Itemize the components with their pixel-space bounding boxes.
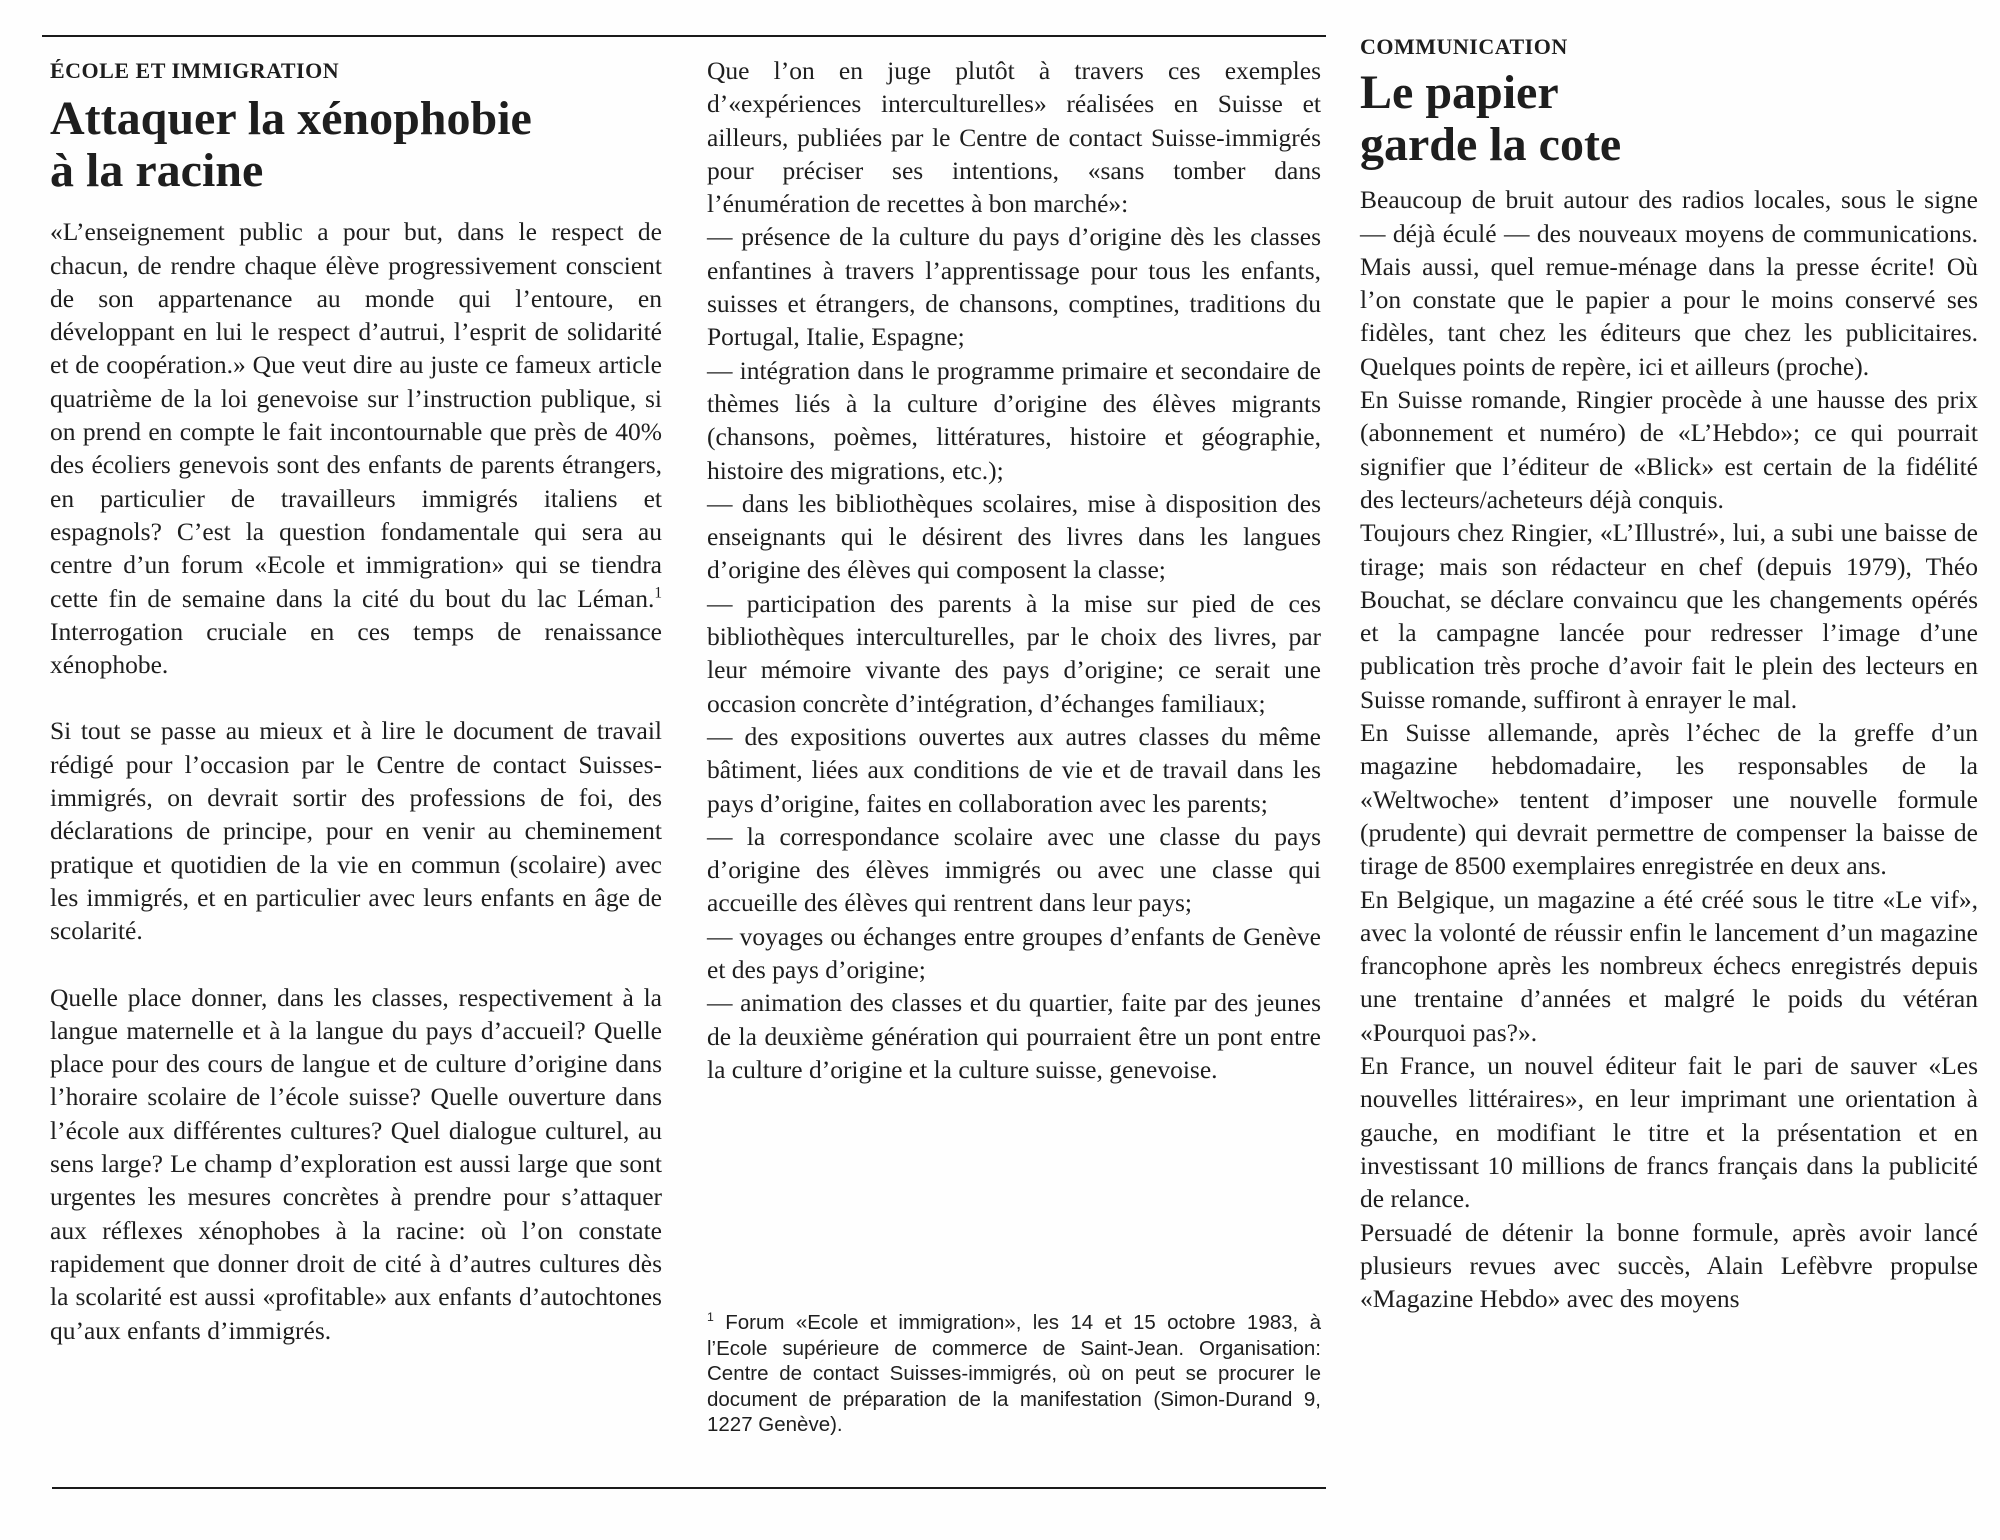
footnote-text: Forum «Ecole et immigration», les 14 et 15 octobre 1983, à l’Ecole supérieure de commerce de Saint-Jean. Organisation: Centre de contact Suisses-immigrés, où on peut se procurer le document de préparation de la manifestation (Simon-Durand 9, 1227 Genève). — [707, 1311, 1321, 1437]
footnote-mark: 1 — [707, 1310, 714, 1325]
list-item: — la correspondance scolaire avec une classe du pays d’origine des élèves immigrés ou avec une classe qui accueille des élèves qui rentrent dans leur pays; — [707, 821, 1321, 918]
right-article — [1360, 30, 1978, 1315]
right-paragraph: En Suisse allemande, après l’échec de la greffe d’un magazine hebdomadaire, les responsables de la «Weltwoche» tentent d’imposer une nouvelle formule (prudente) qui devrait permettre de compenser la baisse de tirage de 8500 exemplaires enregistrée en deux ans. — [1360, 718, 1978, 881]
right-headline-line2: garde la cote — [1360, 118, 1622, 172]
left-paragraph-1 — [50, 215, 662, 681]
list-item: — voyages ou échanges entre groupes d’enfants de Genève et des pays d’origine; — [707, 921, 1321, 985]
right-paragraph: En France, un nouvel éditeur fait le pari de sauver «Les nouvelles littéraires», en leur imprimant une orientation à gauche, en modifiant le titre et la présentation et en investissant 10 millions de francs français dans la publicité de relance. — [1360, 1051, 1978, 1214]
list-item: — participation des parents à la mise sur pied de ces bibliothèques interculturelles, par le choix des livres, par leur mémoire vivante des pays d’origine; ce serait une occasion concrète d’intégration, d’échanges familiaux; — [707, 588, 1321, 718]
right-kicker: COMMUNICATION — [1360, 34, 1568, 59]
right-paragraph: Persuadé de détenir la bonne formule, après avoir lancé plusieurs revues avec succès, Alain Lefèbvre propulse «Magazine Hebdo» avec des moyens — [1360, 1217, 1978, 1314]
list-item: — présence de la culture du pays d’origine dès les classes enfantines à travers l’apprentissage pour tous les enfants, suisses et étrangers, de chansons, comptines, traditions du Portugal, Italie, Espagne; — [707, 222, 1321, 352]
footnote — [707, 1310, 1321, 1438]
left-headline-line1: Attaquer la xénophobie — [50, 92, 532, 146]
right-paragraph: Beaucoup de bruit autour des radios locales, sous le signe — déjà éculé — des nouveaux moyens de communications. Mais aussi, quel remue-ménage dans la presse écrite! Où l’on constate que le papier a pour le moins conservé ses fidèles, tant chez les éditeurs que chez les publicitaires. Quelques points de repère, ici et ailleurs (proche). — [1360, 185, 1978, 381]
middle-intro: Que l’on en juge plutôt à travers ces exemples d’«expériences interculturelles» réalisées en Suisse et ailleurs, publiées par le Centre de contact Suisse-immigrés pour préciser ses intentions, «sans tomber dans l’énumération de recettes à bon marché»: — [707, 56, 1321, 219]
left-paragraph-1-text: «L’enseignement public a pour but, dans le respect de chacun, de rendre chaque élève progressivement conscient de son appartenance au monde qui l’entoure, en développant en lui le respect d’autrui, l’esprit de solidarité et de coopération.» Que veut dire au juste ce fameux article quatrième de la loi genevoise sur l’instruction publique, si on prend en compte le fait incontournable que près de 40% des écoliers genevois sont des enfants de parents étrangers, en particulier de travailleurs immigrés italiens et espagnols? C’est la question fondamentale qui sera au centre d’un forum «Ecole et immigration» qui se tiendra cette fin de semaine dans la cité du bout du lac Léman. — [50, 217, 662, 613]
list-item: — des expositions ouvertes aux autres classes du même bâtiment, liées aux conditions de vie et de travail dans les pays d’origine, faites en collaboration avec les parents; — [707, 721, 1321, 818]
bottom-rule — [52, 1487, 1326, 1489]
right-paragraph: En Belgique, un magazine a été créé sous le titre «Le vif», avec la volonté de réussir enfin le lancement d’un magazine francophone après les nombreux échecs enregistrés depuis une trentaine d’années et malgré le poids du vétéran «Pourquoi pas?». — [1360, 884, 1978, 1047]
list-item: — animation des classes et du quartier, faite par des jeunes de la deuxième génération qui pourraient être un pont entre la culture d’origine et la culture suisse, genevoise. — [707, 988, 1321, 1084]
footnote-ref: 1 — [654, 584, 662, 602]
left-headline-line2: à la racine — [50, 144, 264, 198]
right-headline-line1: Le papier — [1360, 66, 1559, 120]
left-paragraph-3: Quelle place donner, dans les classes, respectivement à la langue maternelle et à la langue du pays d’accueil? Quelle place pour des cours de langue et de culture d’origine dans l’horaire scolaire de l’école suisse? Quelle ouverture dans l’école aux différentes cultures? Quel dialogue culturel, au sens large? Le champ d’exploration est aussi large que sont urgentes les mesures concrètes à prendre pour s’attaquer aux réflexes xénophobes à la racine: où l’on constate rapidement que donner droit de cité à d’autres cultures dès la scolarité est aussi «profitable» aux enfants d’autochtones qu’aux enfants d’immigrés. — [50, 982, 662, 1345]
middle-column — [707, 54, 1321, 1086]
right-paragraph: Toujours chez Ringier, «L’Illustré», lui, a subi une baisse de tirage; mais son rédacteur en chef (depuis 1979), Théo Bouchat, se déclare convaincu que les changements opérés et la campagne lancée pour redresser l’image d’une publication très proche d’avoir fait le plein des lecteurs en Suisse romande, suffiront à enrayer le mal. — [1360, 518, 1978, 714]
left-paragraph-2: Si tout se passe au mieux et à lire le document de travail rédigé pour l’occasion par le Centre de contact Suisses-immigrés, on devrait sortir des professions de foi, des déclarations de principe, pour en venir au cheminement pratique et quotidien de la vie en commun (scolaire) avec les immigrés, et en particulier avec leurs enfants en âge de scolarité. — [50, 716, 662, 946]
left-article — [50, 54, 662, 1347]
top-rule — [42, 35, 1326, 37]
right-paragraph: En Suisse romande, Ringier procède à une hausse des prix (abonnement et numéro) de «L’Hebdo»; ce qui pourrait signifier que l’éditeur de «Blick» est certain de la fidélité des lecteurs/acheteurs déjà conquis. — [1360, 385, 1978, 514]
list-item: — dans les bibliothèques scolaires, mise à disposition des enseignants qui le désirent des livres dans les langues d’origine des élèves qui composent la classe; — [707, 488, 1321, 585]
left-kicker: ÉCOLE ET IMMIGRATION — [50, 58, 340, 83]
left-paragraph-1-tail: Interrogation cruciale en ces temps de renaissance xénophobe. — [50, 616, 662, 680]
list-item: — intégration dans le programme primaire et secondaire de thèmes liés à la culture d’origine des élèves migrants (chansons, poèmes, littératures, histoire et géographie, histoire des migrations, etc.); — [707, 355, 1321, 485]
